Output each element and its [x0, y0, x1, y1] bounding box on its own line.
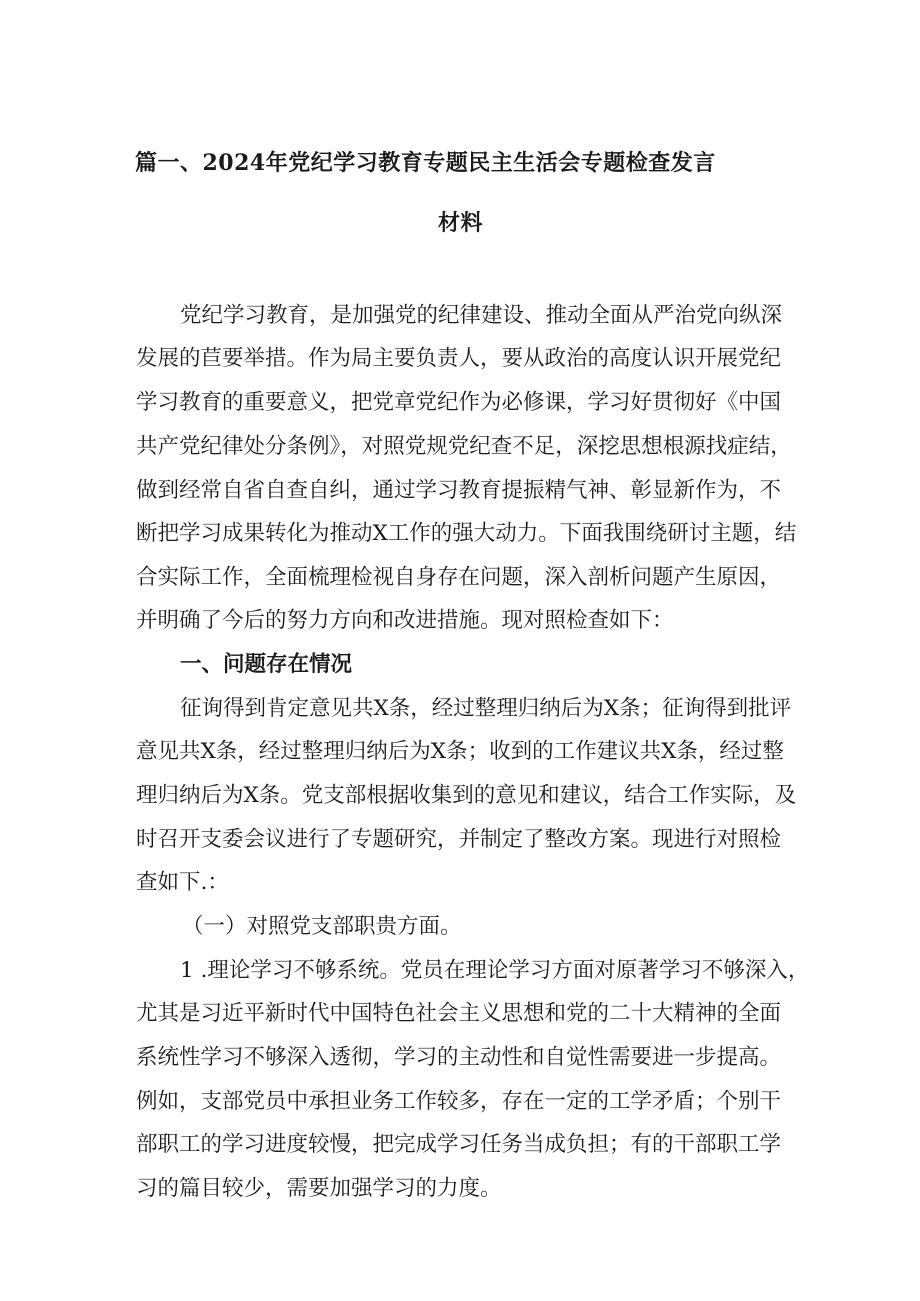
- item-line: 例如，支部党员中承担业务工作较多，存在一定的工学矛盾；个别干: [136, 1089, 782, 1114]
- section-line: 意见共X条，经过整理归纳后为X条；收到的工作建议共X条，经过整: [136, 739, 784, 764]
- item-line: 部职工的学习进度较慢，把完成学习任务当成负担；有的干部职工学: [136, 1132, 782, 1157]
- intro-line: 党纪学习教育，是加强党的纪律建设、推动全面从严治党向纵深: [180, 303, 783, 328]
- section-line: 时召开支委会议进行了专题研究，并制定了整改方案。现进行对照检: [136, 827, 782, 852]
- section-line: 理归纳后为X条。党支部根据收集到的意见和建议，结合工作实际，及: [136, 783, 797, 808]
- item-line: 系统性学习不够深入透彻，学习的主动性和自觉性需要进一步提高。: [136, 1045, 782, 1070]
- intro-line: 学习教育的重要意义，把党章党纪作为必修课，学习好贯彻好《中国: [136, 390, 782, 415]
- intro-line: 做到经常自省自查自纠，通过学习教育提振精气神、彰显新作为，不: [136, 478, 782, 503]
- intro-line: 合实际工作，全面梳理检视自身存在问题，深入剖析问题产生原因，: [136, 565, 782, 590]
- section-line: 查如下.：: [136, 870, 229, 895]
- section-line: 征询得到肯定意见共X条，经过整理归纳后为X条；征询得到批评: [180, 696, 792, 721]
- item-line: 尤其是习近平新时代中国特色社会主义思想和党的二十大精神的全面: [136, 1001, 782, 1026]
- item-line: 1 .理论学习不够系统。党员在理论学习方面对原著学习不够深入，: [180, 958, 810, 983]
- intro-line: 断把学习成果转化为推动X工作的强大动力。下面我围绕研讨主题，结: [136, 521, 797, 546]
- intro-line: 发展的苣要举措。作为局主要负责人，要从政治的高度认识开展党纪: [136, 346, 782, 371]
- section-heading: 一、问题存在情况: [180, 652, 353, 677]
- document-title: 篇一、2024年党纪学习教育专题民主生活会专题检查发言: [135, 150, 716, 176]
- intro-line: 并明确了今后的努力方向和改进措施。现对照检查如下：: [136, 608, 674, 633]
- item-line: 习的篇目较少，需要加强学习的力度。: [136, 1176, 502, 1201]
- intro-line: 共产党纪律处分条例》，对照党规党纪查不足，深挖思想根源找症结，: [136, 434, 792, 459]
- document-title-continued: 材料: [438, 210, 484, 236]
- subsection-heading: （一）对照党支部职贵方面。: [182, 914, 462, 939]
